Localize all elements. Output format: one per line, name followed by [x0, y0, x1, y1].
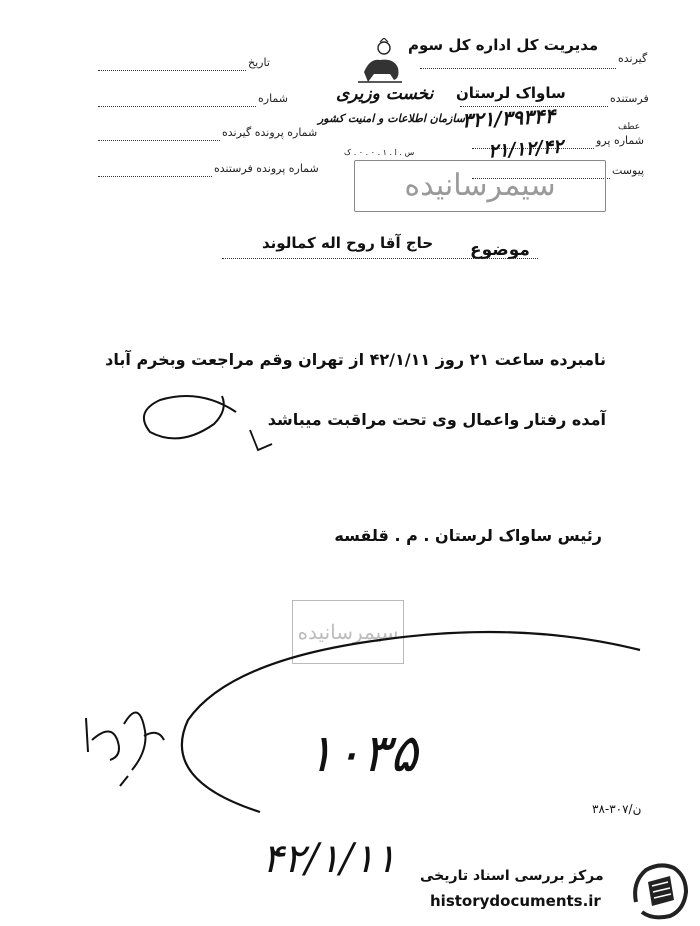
attachment-value: ۲۱/۱۲/۴۲ — [487, 135, 564, 163]
left-signature-part-1 — [86, 718, 119, 760]
signature-line: رئیس ساواک لرستان . م . قلقسه — [334, 526, 602, 545]
emblem-code: س . ا . ۱ . ۰ . ۰ . ک — [344, 148, 415, 157]
number-label: شماره — [258, 92, 289, 105]
file-number-label: شماره پرو — [596, 134, 644, 147]
archive-logo-icon — [630, 862, 690, 920]
body-line-1: نامبرده ساعت ۲۱ روز ۴۲/۱/۱۱ از تهران وقم مراجعت وبخرم آباد — [105, 350, 606, 369]
sender-file-label: شماره پرونده فرستنده — [214, 162, 319, 175]
archive-stamp-bottom-text: سیمرسانیده — [297, 620, 399, 644]
body-initial-mark — [144, 396, 236, 438]
watermark-url: historydocuments.ir — [430, 892, 601, 910]
recipient-label: گیرنده — [618, 52, 648, 65]
body-initial-tail — [250, 430, 272, 450]
subject-value: حاج آقا روح اله کمالوند — [262, 234, 434, 252]
emblem-title: نخست وزیری — [336, 84, 434, 104]
emblem-subtitle: سازمان اطلاعات و امنیت کشور — [318, 112, 465, 125]
file-number-value: ۳۲۱/۳۹۳۴۴ — [461, 103, 556, 133]
handwritten-number: ۱۰۳۵ — [306, 724, 418, 784]
attachment-label: پیوست — [612, 164, 645, 177]
body-line-2: آمده رفتار واعمال وی تحت مراقبت میباشد — [267, 410, 606, 429]
left-signature-part-3 — [144, 733, 164, 740]
left-signature-part-2 — [120, 712, 146, 786]
form-code: ۳۸-۳۰۷/ن — [592, 802, 642, 816]
large-sweep-curve — [182, 632, 640, 812]
reference-label: عطف — [618, 122, 641, 132]
recipient-value: مدیریت کل اداره کل سوم — [408, 36, 599, 54]
date-label: تاریخ — [248, 56, 270, 69]
handwritten-date: ۴۲/۱/۱۱ — [262, 836, 397, 882]
watermark-title: مرکز بررسی اسناد تاریخی — [420, 868, 604, 884]
sender-value: ساواک لرستان — [456, 84, 566, 102]
archive-stamp-top-text: سیمرسانیده — [404, 168, 556, 203]
subject-label: موضوع — [470, 240, 530, 260]
sender-label: فرستنده — [610, 92, 649, 105]
recipient-file-label: شماره پرونده گیرنده — [222, 126, 318, 139]
